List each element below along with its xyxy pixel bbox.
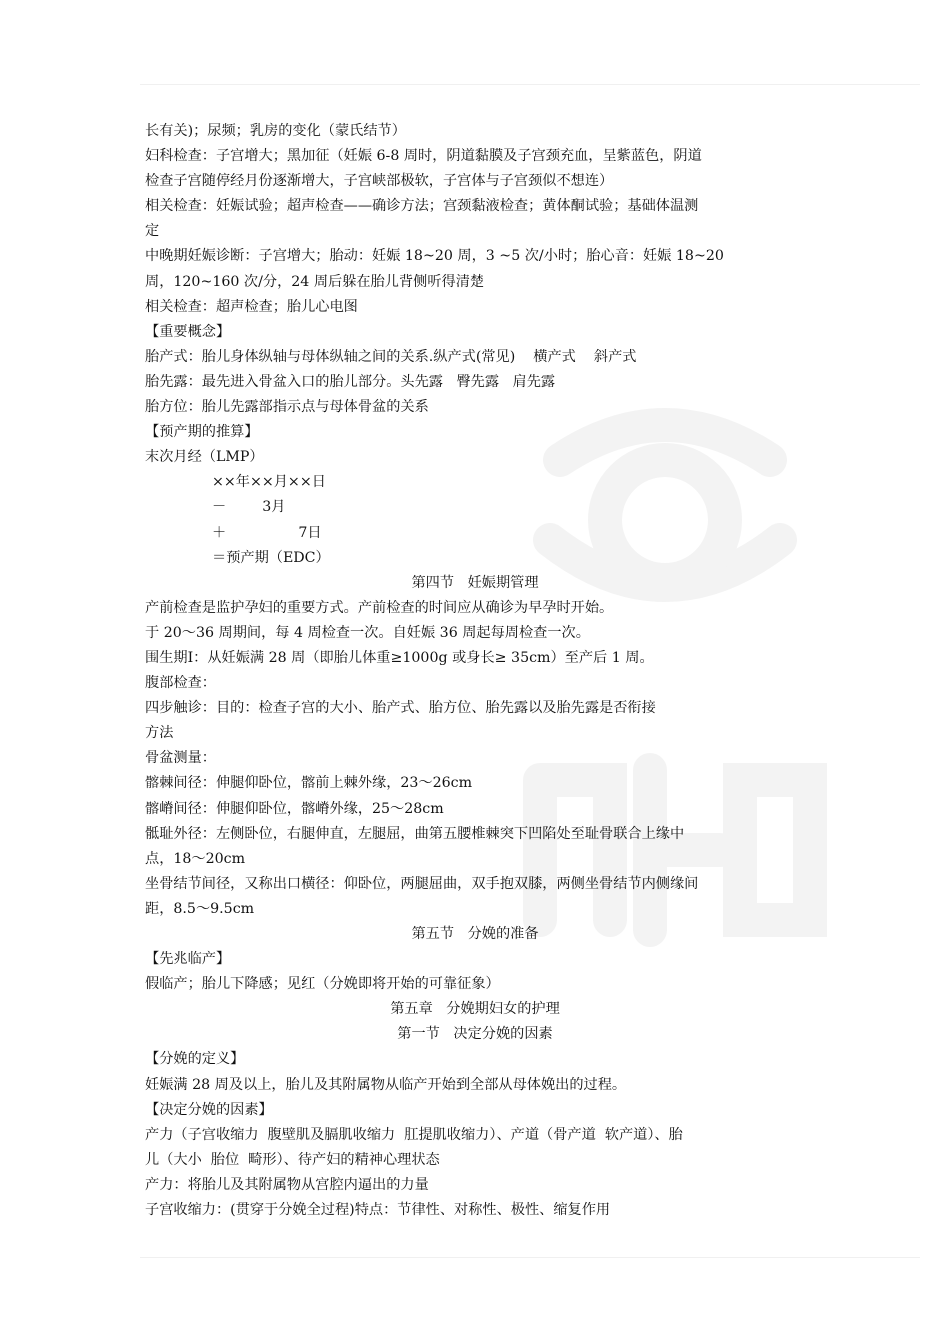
text-line: 腹部检查： bbox=[145, 675, 216, 692]
text-line: 末次月经（LMP） bbox=[145, 449, 264, 466]
text-line: ＝预产期（EDC） bbox=[212, 549, 330, 566]
document-body bbox=[145, 119, 805, 1223]
section-heading: 第五节 分娩的准备 bbox=[411, 926, 539, 942]
text-line: 中晚期妊娠诊断：子宫增大；胎动：妊娠 18~20 周，3 ~5 次/小时；胎心音：妊娠 18~20 bbox=[145, 248, 724, 265]
text-line: 子宫收缩力：(贯穿于分娩全过程)特点：节律性、对称性、极性、缩复作用 bbox=[145, 1202, 611, 1219]
text-line: ＋ 7日 bbox=[212, 524, 322, 541]
text-line: 四步触诊：目的：检查子宫的大小、胎产式、胎方位、胎先露以及胎先露是否衔接 bbox=[145, 700, 656, 717]
text-line: 距，8.5～9.5cm bbox=[145, 900, 255, 917]
section-heading: 第五章 分娩期妇女的护理 bbox=[390, 1001, 560, 1018]
header-rule bbox=[140, 84, 920, 85]
section-heading: 第四节 妊娠期管理 bbox=[411, 574, 539, 591]
text-line: 相关检查：妊娠试验；超声检查——确诊方法；宫颈黏液检查；黄体酮试验；基础体温测 bbox=[145, 198, 699, 215]
text-line: 胎先露：最先进入骨盆入口的胎儿部分。头先露 臀先露 肩先露 bbox=[145, 373, 556, 390]
text-line: 产力（子宫收缩力 腹壁肌及膈肌收缩力 肛提肌收缩力）、产道（骨产道 软产道）、胎 bbox=[145, 1126, 683, 1143]
text-line: 髂嵴间径：伸腿仰卧位，髂嵴外缘，25～28cm bbox=[145, 800, 444, 817]
text-line: 【重要概念】 bbox=[145, 323, 231, 340]
text-line: 髂棘间径：伸腿仰卧位，髂前上棘外缘，23～26cm bbox=[145, 775, 473, 792]
text-line: 围生期Ⅰ：从妊娠满 28 周（即胎儿体重≥1000g 或身长≥ 35cm）至产后 1 周。 bbox=[145, 649, 654, 666]
text-line: 定 bbox=[145, 223, 160, 240]
text-line: 【分娩的定义】 bbox=[145, 1051, 245, 1068]
text-line: 胎产式：胎儿身体纵轴与母体纵轴之间的关系.纵产式(常见) 横产式 斜产式 bbox=[145, 348, 637, 365]
text-line: 点，18～20cm bbox=[145, 850, 246, 867]
text-line: ××年××月××日 bbox=[212, 474, 326, 491]
text-line: 胎方位：胎儿先露部指示点与母体骨盆的关系 bbox=[145, 399, 429, 416]
text-line: 于 20～36 周期间，每 4 周检查一次。自妊娠 36 周起每周检查一次。 bbox=[145, 624, 590, 641]
text-line: 产力：将胎儿及其附属物从宫腔内逼出的力量 bbox=[145, 1176, 429, 1193]
footer-rule bbox=[140, 1257, 920, 1258]
text-line: 骶耻外径：左侧卧位，右腿伸直，左腿屈，曲第五腰椎棘突下凹陷处至耻骨联合上缘中 bbox=[145, 825, 685, 842]
text-line: 【预产期的推算】 bbox=[145, 424, 259, 441]
text-line: 假临产；胎儿下降感；见红（分娩即将开始的可靠征象） bbox=[145, 976, 500, 993]
text-line: 儿（大小 胎位 畸形）、待产妇的精神心理状态 bbox=[145, 1151, 440, 1168]
text-line: 骨盆测量： bbox=[145, 750, 216, 767]
section-heading: 第一节 决定分娩的因素 bbox=[397, 1026, 553, 1043]
text-line: 周，120~160 次/分，24 周后躲在胎儿背侧听得清楚 bbox=[145, 273, 485, 290]
text-line: 【决定分娩的因素】 bbox=[145, 1101, 273, 1118]
text-line: 妇科检查：子宫增大；黑加征（妊娠 6-8 周时，阴道黏膜及子宫颈充血，呈紫蓝色，阴道 bbox=[145, 148, 702, 165]
text-line: 相关检查：超声检查；胎儿心电图 bbox=[145, 298, 358, 315]
text-line: 产前检查是监护孕妇的重要方式。产前检查的时间应从确诊为早孕时开始。 bbox=[145, 599, 614, 616]
text-line: 妊娠满 28 周及以上，胎儿及其附属物从临产开始到全部从母体娩出的过程。 bbox=[145, 1076, 627, 1093]
text-line: 【先兆临产】 bbox=[145, 951, 231, 968]
text-line: － 3月 bbox=[212, 499, 286, 516]
text-line: 长有关)；尿频；乳房的变化（蒙氏结节） bbox=[145, 123, 406, 139]
text-line: 坐骨结节间径，又称出口横径：仰卧位，两腿屈曲，双手抱双膝，两侧坐骨结节内侧缘间 bbox=[145, 875, 699, 892]
text-line: 方法 bbox=[145, 725, 174, 742]
text-line: 检查子宫随停经月份逐渐增大，子宫峡部极软，子宫体与子宫颈似不想连） bbox=[145, 173, 614, 190]
